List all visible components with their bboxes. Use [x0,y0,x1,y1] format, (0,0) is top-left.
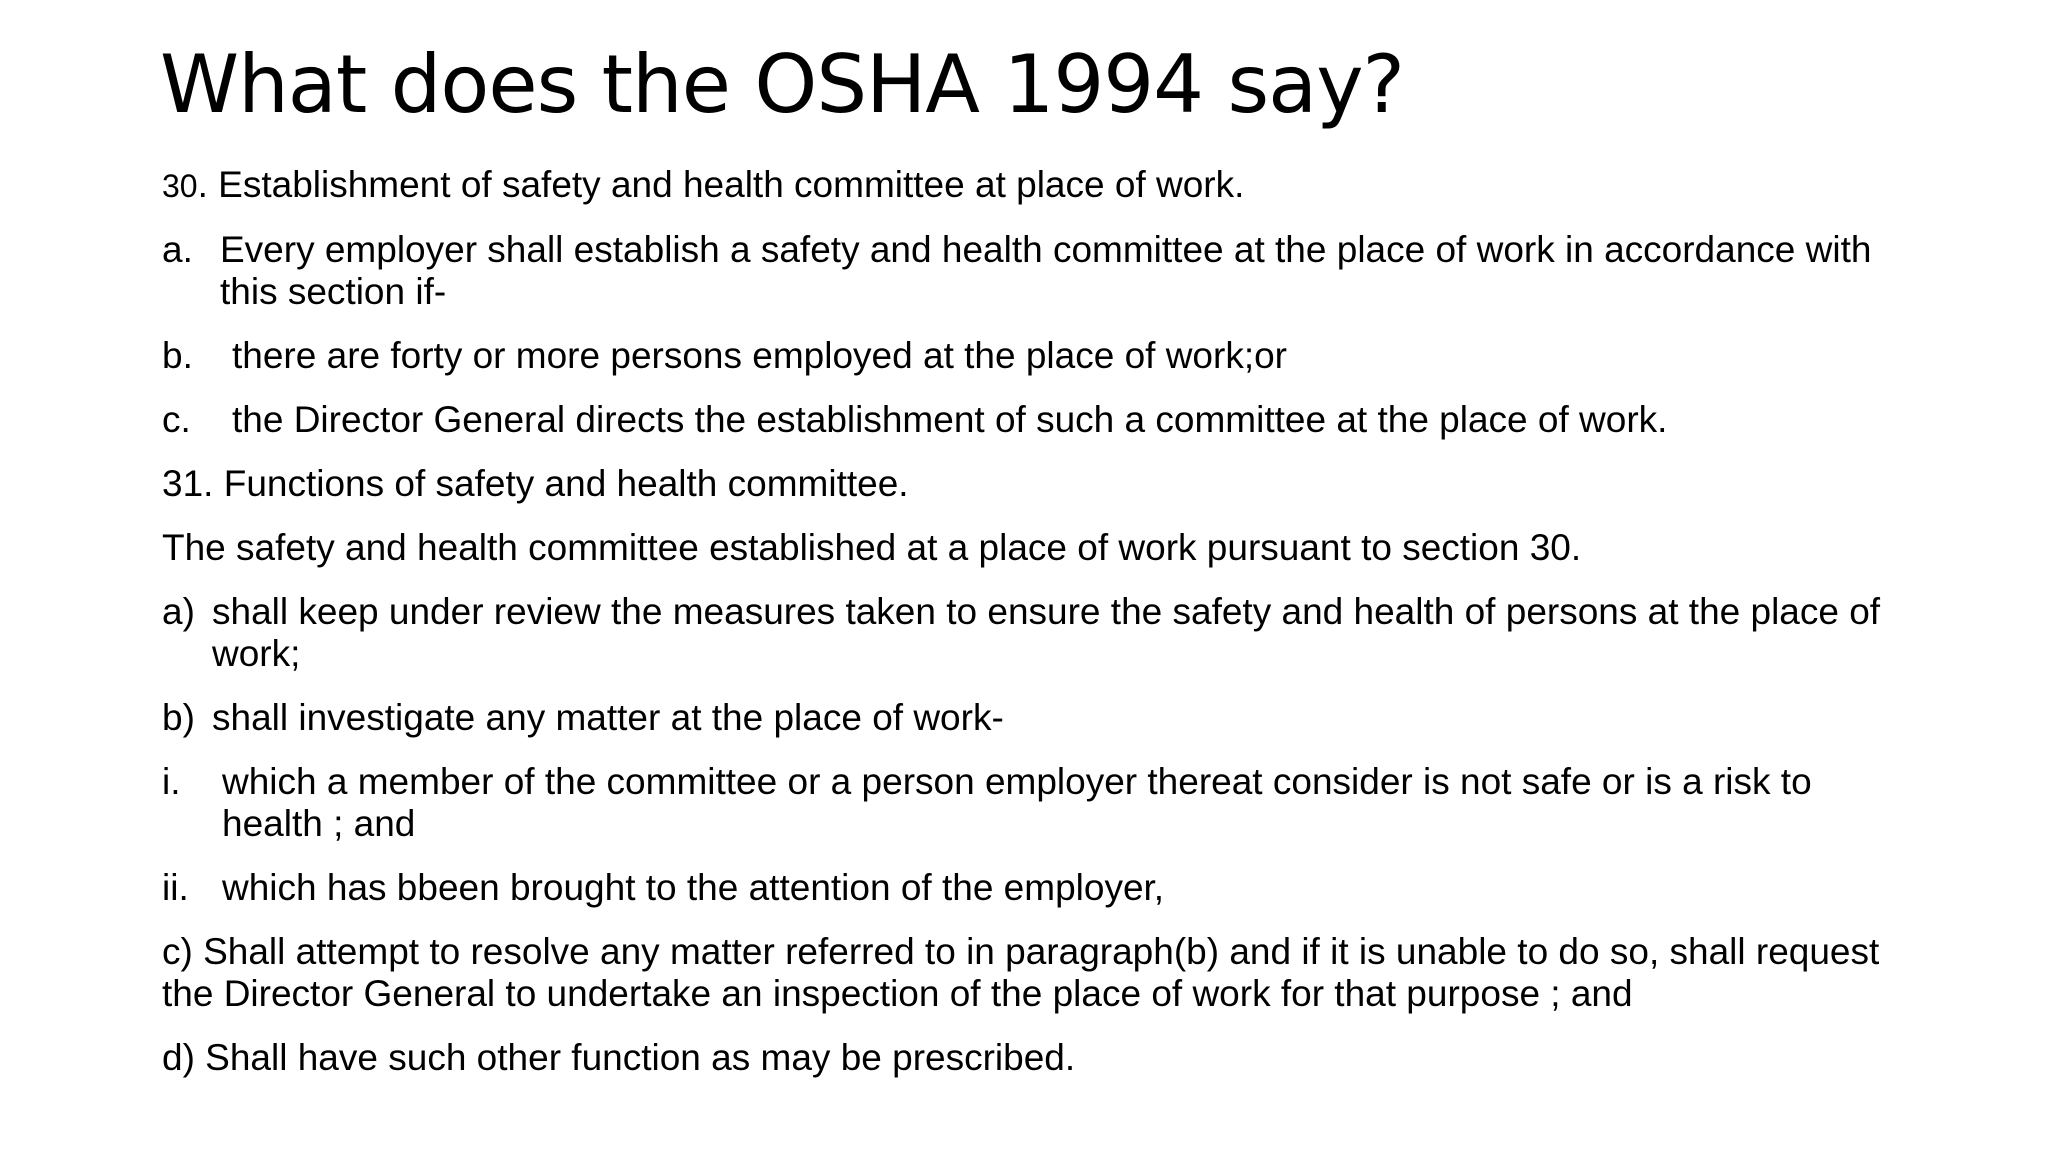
list-item-text: shall investigate any matter at the place of work- [212,697,1004,738]
slide-title: What does the OSHA 1994 say? [160,38,1404,131]
section-31-item-c: c) Shall attempt to resolve any matter referred to in paragraph(b) and if it is unable to do so, shall request the Director General to undertake an inspection of the place of work for that purpose ; and [162,931,1880,1014]
section-30-heading [162,164,1902,207]
section-30-item-b [162,335,1902,377]
section-31-item-d: d) Shall have such other function as may be prescribed. [162,1037,1076,1078]
list-marker: a. [162,229,193,270]
section-31-intro: The safety and health committee established at a place of work pursuant to section 30. [162,527,1582,568]
list-item-text: shall keep under review the measures taken to ensure the safety and health of persons at the place of work; [212,591,1881,674]
section-30-number: 30 [162,168,198,204]
section-31-item-b [162,697,1902,739]
section-30-item-a [162,229,1902,313]
list-item-text: which a member of the committee or a person employer thereat consider is not safe or is a risk to health ; and [222,761,1812,844]
section-30-item-c [162,399,1902,441]
section-30-heading-text: . Establishment of safety and health committee at place of work. [197,164,1245,205]
list-marker: b) [162,697,195,738]
list-marker: i. [162,761,181,802]
list-item-text: the Director General directs the establishment of such a committee at the place of work. [232,399,1668,440]
list-marker: ii. [162,867,189,908]
list-item-text: which has bbeen brought to the attention of the employer, [222,867,1165,908]
section-31-item-a [162,591,1902,675]
section-31-sub-i [162,761,1902,845]
list-marker: a) [162,591,195,632]
list-item-text: there are forty or more persons employed at the place of work;or [232,335,1288,376]
list-marker: c. [162,399,191,440]
list-item-text: Every employer shall establish a safety and health committee at the place of work in accordance with this section if- [220,229,1872,312]
section-31-sub-ii [162,867,1902,909]
list-marker: b. [162,335,193,376]
section-31-heading: 31. Functions of safety and health committee. [162,463,909,504]
slide-body [162,164,1902,1101]
